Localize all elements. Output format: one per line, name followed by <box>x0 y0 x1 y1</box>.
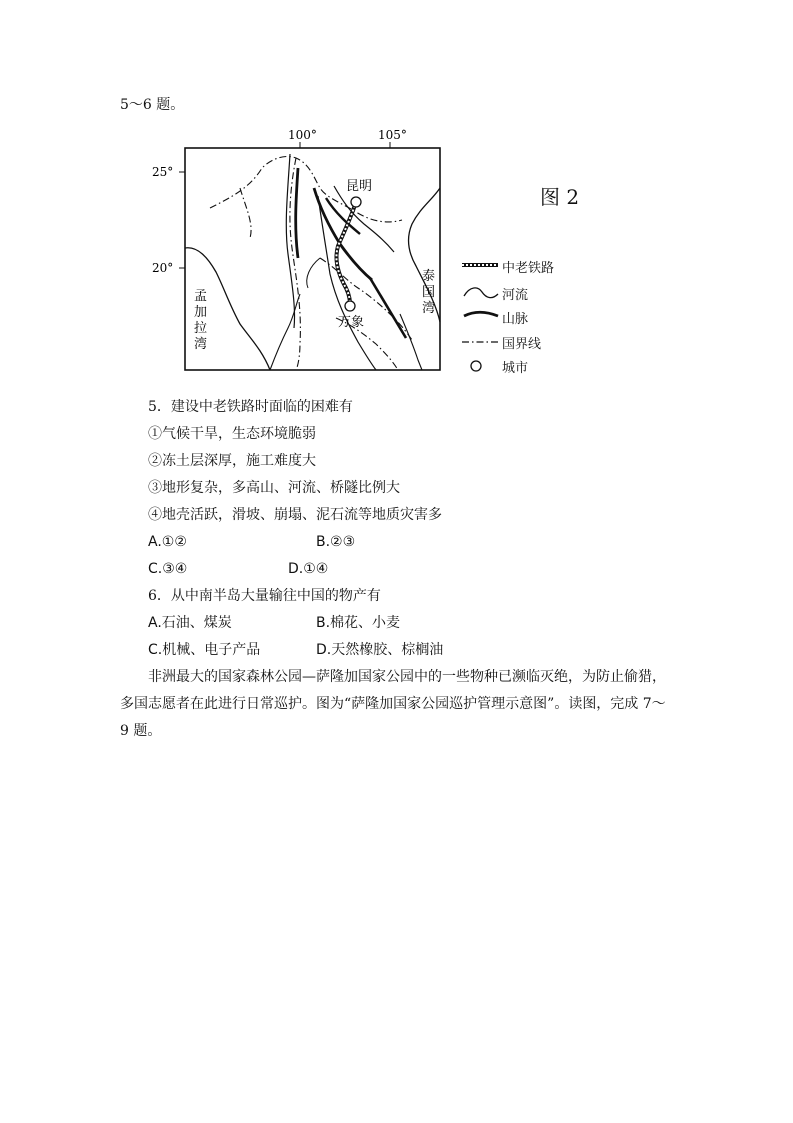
place-thai-3: 湾 <box>422 301 436 316</box>
passage-line-2: 多国志愿者在此进行日常巡护。图为“萨隆加国家公园巡护管理示意图”。读图，完成 7～ <box>120 696 666 712</box>
lon-label-105: 105° <box>378 128 407 142</box>
lon-label-100: 100° <box>288 128 317 142</box>
q5-statement-1: ①气候干旱，生态环境脆弱 <box>148 426 316 442</box>
q6-option-d[interactable]: D.天然橡胶、棕榈油 <box>316 642 444 658</box>
legend-border: 国界线 <box>502 337 542 352</box>
q5-option-b[interactable]: B.②③ <box>316 534 356 550</box>
figure-label: 图 2 <box>540 185 580 209</box>
place-thai-2: 国 <box>422 285 436 300</box>
intro-line: 5～6 题。 <box>120 97 185 113</box>
lat-label-25: 25° <box>152 165 174 179</box>
legend-mountain: 山脉 <box>502 312 529 327</box>
q5-option-a[interactable]: A.①② <box>148 534 187 550</box>
q6-stem: 6．从中南半岛大量输往中国的物产有 <box>148 588 381 604</box>
q6-option-a[interactable]: A.石油、煤炭 <box>148 615 232 631</box>
place-thai-1: 泰 <box>422 269 436 284</box>
lat-label-20: 20° <box>152 261 174 275</box>
q5-statement-4: ④地壳活跃，滑坡、崩塌、泥石流等地质灾害多 <box>148 507 442 523</box>
q6-option-b[interactable]: B.棉花、小麦 <box>316 615 401 631</box>
legend-railway: 中老铁路 <box>502 261 555 276</box>
passage-line-3: 9 题。 <box>120 723 162 739</box>
place-bengal-3: 拉 <box>194 321 208 336</box>
q5-statement-2: ②冻土层深厚，施工难度大 <box>148 453 316 469</box>
q5-option-c[interactable]: C.③④ <box>148 561 188 577</box>
map-figure <box>150 128 450 373</box>
place-kunming: 昆明 <box>346 179 373 194</box>
q5-option-d[interactable]: D.①④ <box>288 561 329 577</box>
q6-option-c[interactable]: C.机械、电子产品 <box>148 642 261 658</box>
legend-river: 河流 <box>502 288 529 303</box>
place-bengal-2: 加 <box>194 305 208 320</box>
place-bengal-4: 湾 <box>194 337 208 352</box>
q5-statement-3: ③地形复杂，多高山、河流、桥隧比例大 <box>148 480 400 496</box>
q5-stem: 5．建设中老铁路时面临的困难有 <box>148 399 353 415</box>
place-bengal-1: 孟 <box>194 289 208 304</box>
passage-line-1: 非洲最大的国家森林公园—萨隆加国家公园中的一些物种已濒临灭绝，为防止偷猎， <box>148 669 666 685</box>
place-vientiane: 万象 <box>338 315 365 330</box>
legend-city: 城市 <box>502 361 529 376</box>
